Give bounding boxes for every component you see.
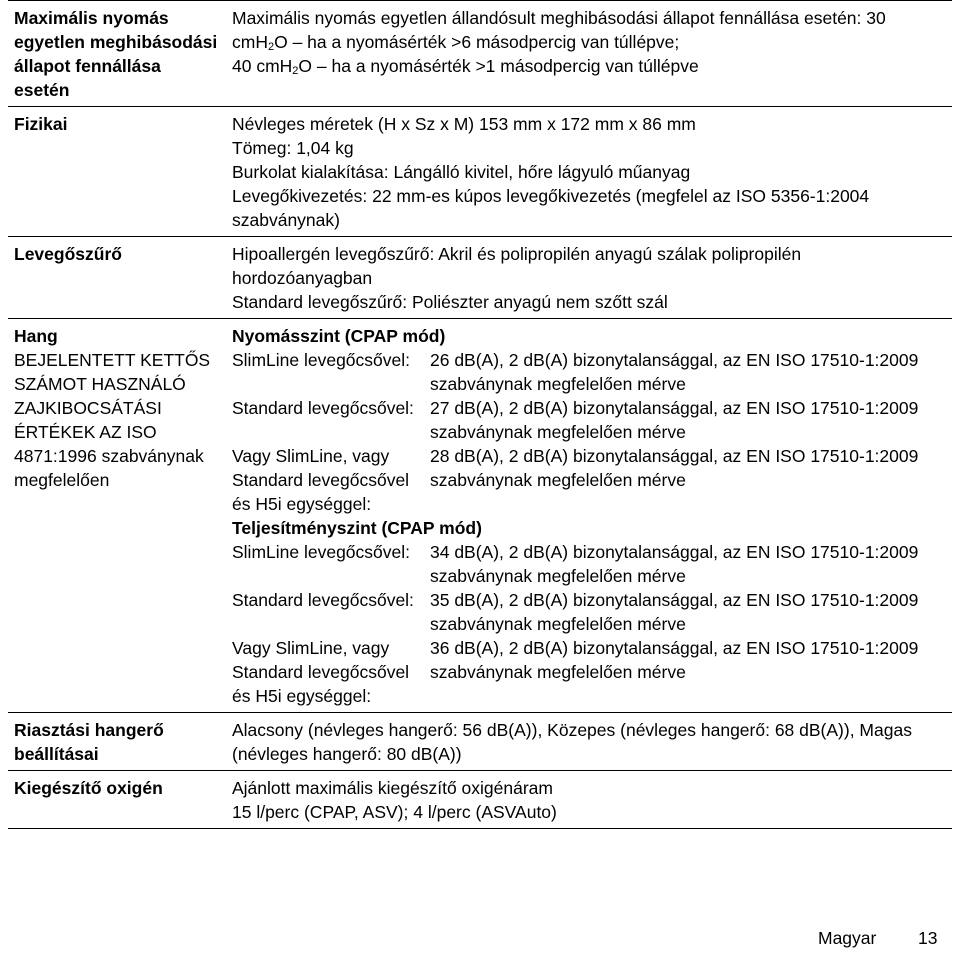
- sound-pressure-item: Vagy SlimLine, vagy Standard levegőcsővel és H5i egységgel: 28 dB(A), 2 dB(A) bizonytalansággal, az EN ISO 17510-1:2009 szabványnak megfelelően mérve: [232, 446, 919, 514]
- row-physical: [8, 107, 952, 237]
- label-sound: [8, 319, 226, 713]
- label-sound-desc: BEJELENTETT KETTŐS SZÁMOT HASZNÁLÓ ZAJKIBOCSÁTÁSI ÉRTÉKEK AZ ISO 4871:1996 szabványnak megfelelően: [14, 350, 211, 490]
- sound-pressure-item: Standard levegőcsővel: 27 dB(A), 2 dB(A) bizonytalansággal, az EN ISO 17510-1:2009 szabványnak megfelelően mérve: [232, 398, 919, 442]
- value-air-filter: [226, 237, 952, 319]
- sound-power-item: Vagy SlimLine, vagy Standard levegőcsővel és H5i egységgel: 36 dB(A), 2 dB(A) bizonytalansággal, az EN ISO 17510-1:2009 szabványnak megfelelően mérve: [232, 638, 919, 706]
- pressure-line-1: Maximális nyomás egyetlen állandósult meghibásodási állapot fennállása esetén: 30 cmH$_2$O – ha a nyomásérték >6 másodpercig van túllépve;: [232, 8, 886, 53]
- sound-power-heading: Teljesítményszint (CPAP mód): [232, 518, 482, 538]
- label-air-filter: Levegőszűrő: [8, 237, 226, 319]
- spec-page: [8, 0, 952, 829]
- label-alarm-volume: Riasztási hangerő beállításai: [8, 713, 226, 771]
- label-sound-title: Hang: [14, 326, 58, 346]
- oxygen-line-1: Ajánlott maximális kiegészítő oxigénáram: [232, 778, 553, 798]
- sound-power-item: SlimLine levegőcsővel: 34 dB(A), 2 dB(A) bizonytalansággal, az EN ISO 17510-1:2009 szabványnak megfelelően mérve: [232, 542, 919, 586]
- page-number: 13: [918, 928, 938, 948]
- label-supplemental-oxygen: Kiegészítő oxigén: [8, 771, 226, 829]
- sound-power-item: Standard levegőcsővel: 35 dB(A), 2 dB(A) bizonytalansággal, az EN ISO 17510-1:2009 szabványnak megfelelően mérve: [232, 590, 919, 634]
- row-alarm-volume: [8, 713, 952, 771]
- physical-housing: Burkolat kialakítása: Lángálló kivitel, hőre lágyuló műanyag: [232, 162, 691, 182]
- row-supplemental-oxygen: [8, 771, 952, 829]
- label-max-pressure: Maximális nyomás egyetlen meghibásodási állapot fennállása esetén: [8, 1, 226, 107]
- row-max-pressure: [8, 1, 952, 107]
- physical-dimensions: Névleges méretek (H x Sz x M) 153 mm x 172 mm x 86 mm: [232, 114, 696, 134]
- pressure-line-2: 40 cmH$_2$O – ha a nyomásérték >1 másodpercig van túllépve: [232, 56, 699, 77]
- value-physical: [226, 107, 952, 237]
- oxygen-line-2: 15 l/perc (CPAP, ASV); 4 l/perc (ASVAuto): [232, 802, 557, 822]
- label-physical: Fizikai: [8, 107, 226, 237]
- row-sound: [8, 319, 952, 713]
- sound-pressure-heading: Nyomásszint (CPAP mód): [232, 326, 446, 346]
- filter-standard: Standard levegőszűrő: Poliészter anyagú nem szőtt szál: [232, 292, 668, 312]
- sound-pressure-item: SlimLine levegőcsővel: 26 dB(A), 2 dB(A) bizonytalansággal, az EN ISO 17510-1:2009 szabványnak megfelelően mérve: [232, 350, 919, 394]
- value-sound: [226, 319, 952, 713]
- filter-hypoallergenic: Hipoallergén levegőszűrő: Akril és polipropilén anyagú szálak polipropilén hordozóanyagban: [232, 244, 802, 288]
- footer-language: Magyar: [818, 928, 877, 948]
- value-alarm-volume: Alacsony (névleges hangerő: 56 dB(A)), Közepes (névleges hangerő: 68 dB(A)), Magas (névleges hangerő: 80 dB(A)): [226, 713, 952, 771]
- value-max-pressure: [226, 1, 952, 107]
- physical-weight: Tömeg: 1,04 kg: [232, 138, 354, 158]
- physical-air-outlet: Levegőkivezetés: 22 mm-es kúpos levegőkivezetés (megfelel az ISO 5356-1:2004 szabványnak): [232, 186, 870, 230]
- spec-table: [8, 0, 952, 829]
- value-supplemental-oxygen: [226, 771, 952, 829]
- row-air-filter: [8, 237, 952, 319]
